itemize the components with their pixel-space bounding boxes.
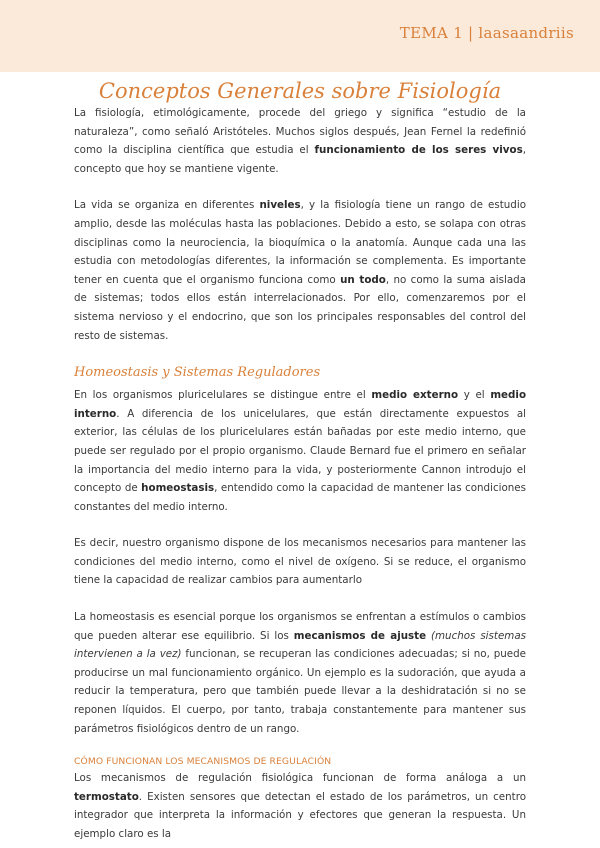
paragraph-medio: En los organismos pluricelulares se distingue entre el medio externo y el medio interno. A diferencia de los unicelulares, que están directamente expuestos al exterior, las células de los pluricelulares están bañadas por este medio interno, que puede ser regulado por el propio organismo. Claude Bernard fue el primero en señalar la importancia del medio interno para la vida, y posteriormente Cannon introdujo el concepto de homeostasis, entendido como la capacidad de mantener las condiciones constantes del medio interno. xyxy=(74,389,527,513)
document-body xyxy=(74,104,526,844)
paragraph-homeostasis-essential: La homeostasis es esencial porque los organismos se enfrentan a estímulos o cambios que pueden alterar ese equilibrio. Si los mecanismos de ajuste (muchos sistemas intervienen a la vez) funcionan, se recuperan las condiciones adecuadas; si no, puede producirse un mal funcionamiento orgánico. Un ejemplo es la sudoración, que ayuda a reducir la temperatura, pero que también puede llevar a la deshidratación si no se reponen líquidos. El cuerpo, por tanto, trabaja constantemente para mantener sus parámetros fisiológicos dentro de un rango. xyxy=(74,611,526,735)
paragraph-levels: La vida se organiza en diferentes niveles, y la fisiología tiene un rango de estudio amplio, desde las moléculas hasta las poblaciones. Debido a esto, se solapa con otras disciplinas como la neurociencia, la bioquímica o la anatomía. Aunque cada una las estudia con metodologías diferentes, la información se complementa. Es importante tener en cuenta que el organismo funciona como un todo, no como la suma aislada de sistemas; todos ellos están interrelacionados. Por ello, comenzaremos por el sistema nervioso y el endocrino, que son los principales responsables del control del resto de sistemas. xyxy=(74,199,526,342)
paragraph-es-decir: Es decir, nuestro organismo dispone de los mecanismos necesarios para mantener las condiciones del medio interno, como el nivel de oxígeno. Si se reduce, el organismo tiene la capacidad de realizar cambios para aumentarlo xyxy=(74,537,526,587)
paragraph-termostato: Los mecanismos de regulación fisiológica funcionan de forma análoga a un termostato. Existen sensores que detectan el estado de los parámetros, un centro integrador que interpreta la información y efectores que generan la respuesta. Un ejemplo claro es la xyxy=(74,772,526,840)
author-label: laasaandriis xyxy=(478,24,574,42)
subsection-heading-regulation: CÓMO FUNCIONAN LOS MECANISMOS DE REGULACIÓN xyxy=(74,756,332,768)
section-heading-homeostasis: Homeostasis y Sistemas Reguladores xyxy=(74,365,321,381)
header-label xyxy=(400,24,574,42)
topic-label: TEMA 1 xyxy=(399,24,464,42)
page-title: Conceptos Generales sobre Fisiología xyxy=(98,79,502,103)
paragraph-intro: La fisiología, etimológicamente, procede del griego y significa “estudio de la naturaleza”, como señaló Aristóteles. Muchos siglos después, Jean Fernel la redefinió como la disciplina científica que estudia el funcionamiento de los seres vivos, concepto que hoy se mantiene vigente. xyxy=(74,107,526,175)
header-separator: | xyxy=(468,24,474,42)
